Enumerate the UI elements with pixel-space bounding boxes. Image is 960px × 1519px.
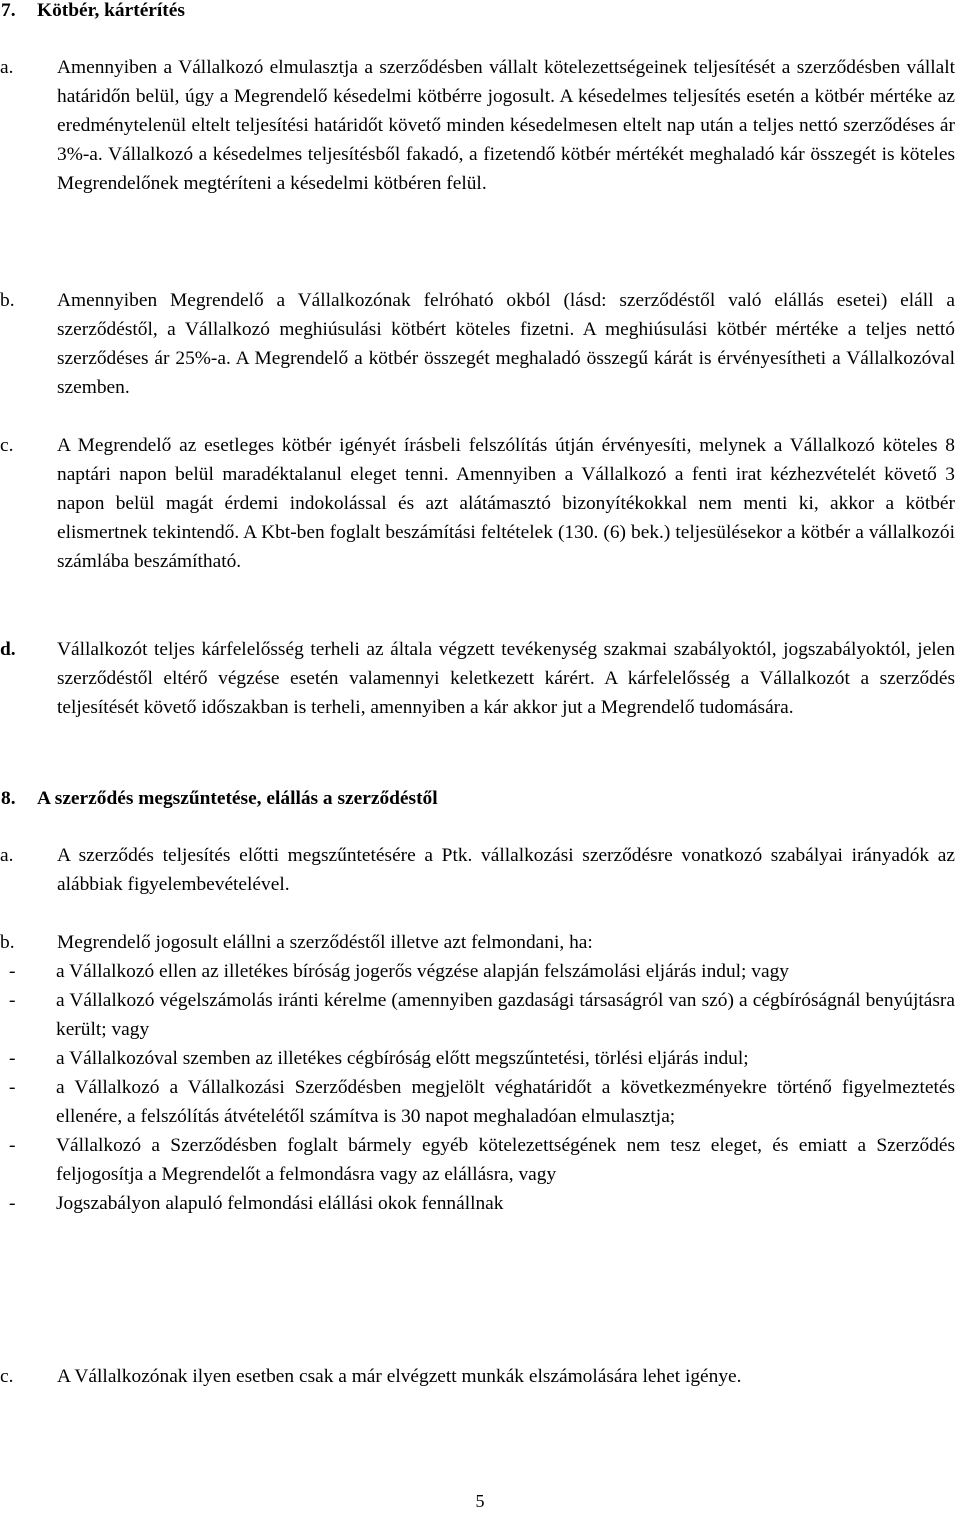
list-item xyxy=(0,1073,955,1131)
dash-bullet: - xyxy=(9,1193,16,1214)
dash-bullet: - xyxy=(9,990,16,1011)
section-8-item-a xyxy=(0,841,955,899)
dash-bullet: - xyxy=(9,1135,16,1156)
item-marker: b. xyxy=(0,932,15,953)
section-7-number: 7. xyxy=(1,0,16,21)
section-7-item-c xyxy=(0,431,955,576)
section-7-heading xyxy=(0,0,185,25)
list-item xyxy=(0,1189,955,1218)
dash-bullet: - xyxy=(9,1048,16,1069)
item-marker: c. xyxy=(0,1366,14,1387)
item-text: A Vállalkozónak ilyen esetben csak a már elvégzett munkák elszámolására lehet igénye. xyxy=(57,1366,742,1387)
page-number: 5 xyxy=(475,1491,485,1511)
dash-bullet: - xyxy=(9,1077,16,1098)
item-marker: a. xyxy=(0,57,14,78)
condition-list xyxy=(0,957,955,1218)
section-7-item-a xyxy=(0,53,955,198)
list-item-text: a Vállalkozó a Vállalkozási Szerződésben megjelölt véghatáridőt a következményekre történő figyelmeztetés ellenére, a felszólítás átvételétől számítva is 30 napot meghaladóan elmulasztja; xyxy=(56,1077,955,1127)
list-item-text: a Vállalkozó végelszámolás iránti kérelme (amennyiben gazdasági társaságról van szó) a cégbíróságnál benyújtásra került; vagy xyxy=(56,990,955,1040)
list-item-text: a Vállalkozóval szemben az illetékes cégbíróság előtt megszűntetési, törlési eljárás indul; xyxy=(56,1048,749,1069)
item-text: A szerződés teljesítés előtti megszűntetésére a Ptk. vállalkozási szerződésre vonatkozó szabályai irányadók az alábbiak figyelembevételével. xyxy=(57,845,955,895)
list-item-text: Jogszabályon alapuló felmondási elállási okok fennállnak xyxy=(56,1193,504,1214)
list-item xyxy=(0,1131,955,1189)
item-marker: b. xyxy=(0,290,15,311)
list-item xyxy=(0,957,955,986)
section-8-heading xyxy=(0,784,438,813)
list-item-text: Vállalkozó a Szerződésben foglalt bármely egyéb kötelezettségének nem tesz eleget, és emiatt a Szerződés feljogosítja a Megrendelőt a felmondásra vagy az elállásra, vagy xyxy=(56,1135,955,1185)
item-text: Amennyiben Megrendelő a Vállalkozónak felróható okból (lásd: szerződéstől való elállás esetei) eláll a szerződéstől, a Vállalkozó meghiúsulási kötbért köteles fizetni. A meghiúsulási kötbér mértéke a teljes nettó szerződéses ár 25%-a. A Megrendelő a kötbér összegét meghaladó összegű kárát is érvényesítheti a Vállalkozóval szemben. xyxy=(57,290,955,398)
section-7-item-b xyxy=(0,286,955,402)
section-7-title: Kötbér, kártérítés xyxy=(37,0,185,21)
section-7-item-d xyxy=(0,635,955,722)
item-marker: d. xyxy=(0,639,16,660)
dash-bullet: - xyxy=(9,961,16,982)
section-8-item-b xyxy=(0,928,955,1218)
item-text: Amennyiben a Vállalkozó elmulasztja a szerződésben vállalt kötelezettségeinek teljesítését a szerződésben vállalt határidőn belül, úgy a Megrendelő késedelmi kötbérre jogosult. A késedelmes teljesítés esetén a kötbér mértéke az eredménytelenül eltelt teljesítési határidőt követő minden késedelmesen eltelt nap után a teljes nettó szerződéses ár 3%-a. Vállalkozó a késedelmes teljesítésből fakadó, a fizetendő kötbér mértékét meghaladó kár összegét is köteles Megrendelőnek megtéríteni a késedelmi kötbéren felül. xyxy=(57,57,955,194)
item-marker: a. xyxy=(0,845,14,866)
section-8-title: A szerződés megszűntetése, elállás a szerződéstől xyxy=(37,788,438,809)
item-text: Vállalkozót teljes kárfelelősség terheli az általa végzett tevékenység szakmai szabályoktól, jogszabályoktól, jelen szerződéstől eltérő végzése esetén valamennyi keletkezett kárért. A kárfelelősség a Vállalkozót a szerződés teljesítését követő időszakban is terheli, amennyiben a kár akkor jut a Megrendelő tudomására. xyxy=(57,639,955,718)
item-marker: c. xyxy=(0,435,14,456)
list-item xyxy=(0,986,955,1044)
list-item xyxy=(0,1044,955,1073)
item-text: A Megrendelő az esetleges kötbér igényét írásbeli felszólítás útján érvényesíti, melynek a Vállalkozó köteles 8 naptári napon belül maradéktalanul eleget tenni. Amennyiben a Vállalkozó a fenti irat kézhezvételét követő 3 napon belül magát érdemi indokolással és azt alátámasztó bizonyítékokkal nem menti ki, akkor a kötbér elismertnek tekintendő. A Kbt-ben foglalt beszámítási feltételek (130. (6) bek.) teljesülésekor a kötbér a vállalkozói számlába beszámítható. xyxy=(57,435,955,572)
section-8-number: 8. xyxy=(1,788,16,809)
section-8-item-c xyxy=(0,1362,955,1391)
item-intro: Megrendelő jogosult elállni a szerződéstől illetve azt felmondani, ha: xyxy=(57,932,593,953)
list-item-text: a Vállalkozó ellen az illetékes bíróság jogerős végzése alapján felszámolási eljárás indul; vagy xyxy=(56,961,789,982)
